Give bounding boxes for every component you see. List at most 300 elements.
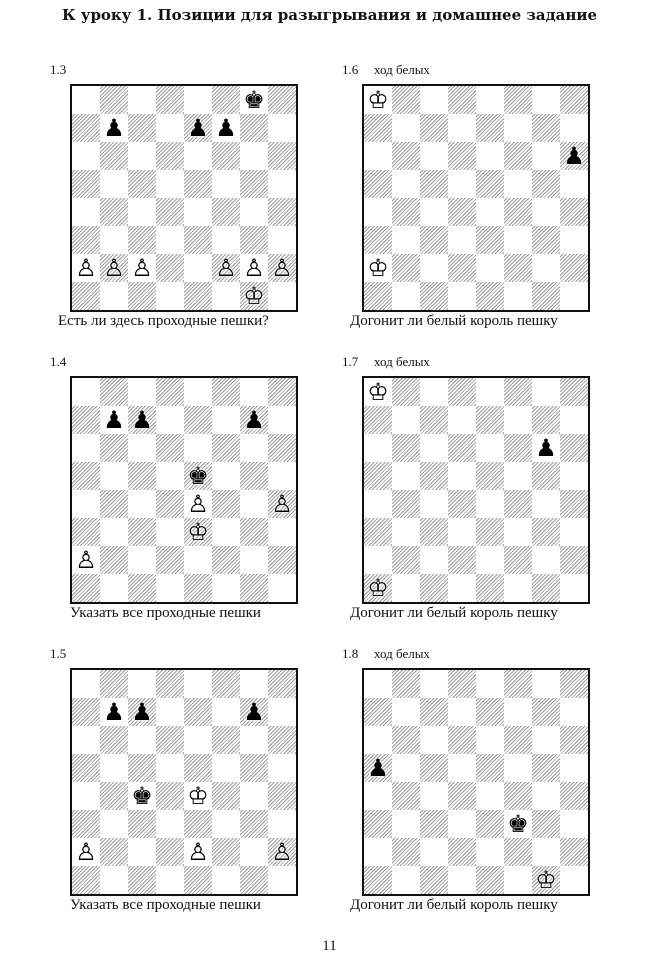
board-square bbox=[184, 754, 212, 782]
board-square bbox=[560, 546, 588, 574]
board-square bbox=[72, 782, 100, 810]
black-king-icon: ♚ bbox=[187, 462, 209, 490]
black-king-icon: ♚ bbox=[243, 86, 265, 114]
board-square bbox=[128, 254, 156, 282]
board-square bbox=[240, 378, 268, 406]
board-square bbox=[448, 726, 476, 754]
board-square bbox=[100, 866, 128, 894]
white-pawn-icon: ♙ bbox=[75, 254, 97, 282]
board-square bbox=[532, 838, 560, 866]
board-square bbox=[504, 782, 532, 810]
board-square bbox=[268, 378, 296, 406]
board-square bbox=[156, 782, 184, 810]
board-square bbox=[72, 518, 100, 546]
board-square bbox=[364, 698, 392, 726]
board-square bbox=[532, 490, 560, 518]
black-pawn-icon: ♟ bbox=[215, 114, 237, 142]
board-square bbox=[532, 86, 560, 114]
board-square bbox=[420, 254, 448, 282]
board-square bbox=[72, 574, 100, 602]
board-square bbox=[128, 114, 156, 142]
board-square bbox=[448, 518, 476, 546]
board-square bbox=[268, 490, 296, 518]
chess-board bbox=[70, 376, 298, 604]
board-square bbox=[156, 226, 184, 254]
board-square bbox=[128, 670, 156, 698]
board-square bbox=[364, 378, 392, 406]
board-square bbox=[100, 170, 128, 198]
board-square bbox=[364, 782, 392, 810]
board-square bbox=[184, 226, 212, 254]
board-square bbox=[476, 490, 504, 518]
diagram-header bbox=[342, 62, 430, 78]
move-label: ход белых bbox=[374, 354, 430, 369]
board-square bbox=[268, 462, 296, 490]
board-square bbox=[128, 810, 156, 838]
board-square bbox=[212, 726, 240, 754]
board-square bbox=[240, 226, 268, 254]
board-square bbox=[560, 114, 588, 142]
board-square bbox=[532, 726, 560, 754]
board-square bbox=[100, 754, 128, 782]
board-square bbox=[184, 406, 212, 434]
board-square bbox=[128, 518, 156, 546]
board-square bbox=[476, 406, 504, 434]
board-square bbox=[184, 782, 212, 810]
board-square bbox=[532, 114, 560, 142]
board-square bbox=[532, 782, 560, 810]
move-label: ход белых bbox=[374, 646, 430, 661]
board-square bbox=[156, 142, 184, 170]
board-square bbox=[268, 574, 296, 602]
board-square bbox=[420, 462, 448, 490]
board-square bbox=[184, 86, 212, 114]
board-square bbox=[420, 754, 448, 782]
board-square bbox=[100, 226, 128, 254]
board-square bbox=[184, 282, 212, 310]
board-square bbox=[240, 546, 268, 574]
board-square bbox=[420, 142, 448, 170]
board-square bbox=[560, 574, 588, 602]
board-square bbox=[184, 254, 212, 282]
board-square bbox=[268, 114, 296, 142]
board-square bbox=[212, 574, 240, 602]
board-square bbox=[560, 406, 588, 434]
board-square bbox=[128, 866, 156, 894]
board-square bbox=[268, 518, 296, 546]
board-square bbox=[268, 726, 296, 754]
board-square bbox=[532, 546, 560, 574]
board-square bbox=[392, 434, 420, 462]
board-square bbox=[240, 866, 268, 894]
board-square bbox=[156, 254, 184, 282]
board-square bbox=[476, 86, 504, 114]
diagram-number: 1.7 bbox=[342, 354, 359, 369]
board-square bbox=[240, 810, 268, 838]
board-square bbox=[448, 114, 476, 142]
board-square bbox=[100, 462, 128, 490]
board-square bbox=[420, 574, 448, 602]
board-square bbox=[184, 518, 212, 546]
board-square bbox=[392, 866, 420, 894]
board-square bbox=[448, 866, 476, 894]
board-square bbox=[560, 282, 588, 310]
white-king-icon: ♔ bbox=[367, 86, 389, 114]
board-square bbox=[448, 546, 476, 574]
board-square bbox=[448, 282, 476, 310]
board-square bbox=[392, 378, 420, 406]
board-square bbox=[476, 198, 504, 226]
board-square bbox=[448, 254, 476, 282]
board-square bbox=[448, 406, 476, 434]
board-square bbox=[504, 378, 532, 406]
diagram-number: 1.8 bbox=[342, 646, 359, 661]
board-square bbox=[448, 490, 476, 518]
board-square bbox=[560, 434, 588, 462]
board-square bbox=[420, 282, 448, 310]
board-square bbox=[268, 142, 296, 170]
board-square bbox=[364, 114, 392, 142]
board-square bbox=[268, 838, 296, 866]
board-square bbox=[184, 490, 212, 518]
board-square bbox=[184, 114, 212, 142]
board-square bbox=[100, 282, 128, 310]
chess-board bbox=[362, 376, 590, 604]
page-title: К уроку 1. Позиции для разыгрывания и домашнее задание bbox=[61, 6, 598, 24]
board-square bbox=[128, 170, 156, 198]
black-pawn-icon: ♟ bbox=[243, 698, 265, 726]
board-square bbox=[212, 518, 240, 546]
diagram-1-3 bbox=[50, 62, 330, 332]
board-square bbox=[392, 670, 420, 698]
board-square bbox=[100, 378, 128, 406]
white-king-icon: ♔ bbox=[535, 866, 557, 894]
board-square bbox=[476, 114, 504, 142]
board-square bbox=[476, 726, 504, 754]
board-square bbox=[240, 754, 268, 782]
board-square bbox=[448, 574, 476, 602]
diagram-header bbox=[50, 62, 82, 78]
page-number: 11 bbox=[322, 938, 337, 954]
board-square bbox=[156, 170, 184, 198]
board-square bbox=[420, 170, 448, 198]
board-square bbox=[100, 86, 128, 114]
board-square bbox=[72, 670, 100, 698]
diagram-header bbox=[342, 646, 430, 662]
board-square bbox=[532, 406, 560, 434]
board-square bbox=[184, 866, 212, 894]
white-king-icon: ♔ bbox=[367, 574, 389, 602]
board-square bbox=[72, 142, 100, 170]
board-square bbox=[420, 490, 448, 518]
board-square bbox=[420, 518, 448, 546]
board-square bbox=[420, 86, 448, 114]
board-square bbox=[100, 726, 128, 754]
board-square bbox=[392, 518, 420, 546]
board-square bbox=[72, 170, 100, 198]
board-square bbox=[184, 726, 212, 754]
board-square bbox=[420, 546, 448, 574]
board-square bbox=[184, 378, 212, 406]
diagram-caption: Догонит ли белый король пешку bbox=[350, 313, 558, 329]
board-square bbox=[420, 698, 448, 726]
board-square bbox=[392, 282, 420, 310]
board-square bbox=[504, 574, 532, 602]
board-square bbox=[72, 226, 100, 254]
board-square bbox=[560, 170, 588, 198]
board-square bbox=[268, 254, 296, 282]
white-king-icon: ♔ bbox=[243, 282, 265, 310]
board-square bbox=[560, 754, 588, 782]
diagram-caption: Догонит ли белый король пешку bbox=[350, 605, 558, 621]
black-pawn-icon: ♟ bbox=[103, 406, 125, 434]
board-square bbox=[560, 86, 588, 114]
black-pawn-icon: ♟ bbox=[103, 114, 125, 142]
board-square bbox=[72, 86, 100, 114]
board-square bbox=[532, 198, 560, 226]
board-square bbox=[184, 546, 212, 574]
board-square bbox=[532, 670, 560, 698]
board-square bbox=[476, 170, 504, 198]
black-pawn-icon: ♟ bbox=[131, 698, 153, 726]
board-square bbox=[448, 698, 476, 726]
board-square bbox=[392, 170, 420, 198]
board-square bbox=[392, 114, 420, 142]
board-square bbox=[240, 698, 268, 726]
chess-board bbox=[70, 668, 298, 896]
board-square bbox=[392, 726, 420, 754]
board-square bbox=[212, 462, 240, 490]
board-square bbox=[560, 198, 588, 226]
white-king-icon: ♔ bbox=[367, 378, 389, 406]
board-square bbox=[212, 434, 240, 462]
board-square bbox=[504, 282, 532, 310]
board-square bbox=[184, 838, 212, 866]
board-square bbox=[560, 518, 588, 546]
board-square bbox=[128, 282, 156, 310]
board-square bbox=[128, 198, 156, 226]
board-square bbox=[212, 142, 240, 170]
board-square bbox=[100, 574, 128, 602]
board-square bbox=[364, 406, 392, 434]
board-square bbox=[504, 170, 532, 198]
board-square bbox=[560, 838, 588, 866]
board-square bbox=[504, 226, 532, 254]
board-square bbox=[364, 518, 392, 546]
board-square bbox=[420, 782, 448, 810]
board-square bbox=[212, 86, 240, 114]
board-square bbox=[100, 434, 128, 462]
board-square bbox=[240, 198, 268, 226]
board-square bbox=[156, 462, 184, 490]
black-pawn-icon: ♟ bbox=[103, 698, 125, 726]
board-square bbox=[392, 142, 420, 170]
board-square bbox=[100, 142, 128, 170]
board-square bbox=[364, 462, 392, 490]
board-square bbox=[392, 574, 420, 602]
board-square bbox=[532, 574, 560, 602]
board-square bbox=[476, 546, 504, 574]
black-pawn-icon: ♟ bbox=[187, 114, 209, 142]
board-square bbox=[476, 142, 504, 170]
board-square bbox=[240, 434, 268, 462]
board-square bbox=[420, 726, 448, 754]
board-square bbox=[100, 490, 128, 518]
board-square bbox=[72, 698, 100, 726]
board-square bbox=[268, 782, 296, 810]
board-square bbox=[72, 838, 100, 866]
board-square bbox=[392, 254, 420, 282]
board-square bbox=[448, 754, 476, 782]
board-square bbox=[72, 434, 100, 462]
board-square bbox=[476, 226, 504, 254]
board-square bbox=[420, 378, 448, 406]
board-square bbox=[532, 754, 560, 782]
board-square bbox=[504, 866, 532, 894]
board-square bbox=[100, 114, 128, 142]
black-pawn-icon: ♟ bbox=[535, 434, 557, 462]
white-pawn-icon: ♙ bbox=[75, 546, 97, 574]
board-square bbox=[184, 810, 212, 838]
board-square bbox=[392, 782, 420, 810]
board-square bbox=[364, 434, 392, 462]
board-square bbox=[560, 254, 588, 282]
board-square bbox=[100, 838, 128, 866]
diagram-1-7 bbox=[342, 354, 622, 624]
board-square bbox=[532, 518, 560, 546]
board-square bbox=[268, 754, 296, 782]
board-square bbox=[364, 226, 392, 254]
board-square bbox=[392, 810, 420, 838]
board-square bbox=[128, 86, 156, 114]
board-square bbox=[240, 114, 268, 142]
board-square bbox=[560, 782, 588, 810]
board-square bbox=[364, 726, 392, 754]
board-square bbox=[240, 518, 268, 546]
board-square bbox=[128, 142, 156, 170]
board-square bbox=[532, 170, 560, 198]
board-square bbox=[72, 546, 100, 574]
diagram-header bbox=[342, 354, 430, 370]
board-square bbox=[392, 698, 420, 726]
board-square bbox=[184, 698, 212, 726]
board-square bbox=[476, 462, 504, 490]
board-square bbox=[392, 838, 420, 866]
board-square bbox=[392, 86, 420, 114]
board-square bbox=[448, 670, 476, 698]
board-square bbox=[156, 726, 184, 754]
board-square bbox=[560, 866, 588, 894]
white-king-icon: ♔ bbox=[367, 254, 389, 282]
board-square bbox=[72, 254, 100, 282]
board-square bbox=[212, 838, 240, 866]
black-pawn-icon: ♟ bbox=[367, 754, 389, 782]
board-square bbox=[420, 114, 448, 142]
board-square bbox=[268, 866, 296, 894]
board-square bbox=[100, 254, 128, 282]
diagram-caption: Догонит ли белый король пешку bbox=[350, 897, 558, 913]
board-square bbox=[504, 142, 532, 170]
diagram-1-5 bbox=[50, 646, 330, 916]
board-square bbox=[240, 838, 268, 866]
board-square bbox=[156, 86, 184, 114]
board-square bbox=[100, 406, 128, 434]
white-pawn-icon: ♙ bbox=[271, 254, 293, 282]
board-square bbox=[72, 754, 100, 782]
board-square bbox=[240, 86, 268, 114]
board-square bbox=[212, 782, 240, 810]
board-square bbox=[560, 462, 588, 490]
board-square bbox=[156, 490, 184, 518]
board-square bbox=[156, 114, 184, 142]
white-pawn-icon: ♙ bbox=[243, 254, 265, 282]
diagram-number: 1.6 bbox=[342, 62, 359, 77]
board-square bbox=[212, 406, 240, 434]
board-square bbox=[476, 810, 504, 838]
board-square bbox=[212, 754, 240, 782]
board-square bbox=[156, 518, 184, 546]
board-square bbox=[156, 754, 184, 782]
board-square bbox=[448, 810, 476, 838]
board-square bbox=[184, 670, 212, 698]
board-square bbox=[240, 670, 268, 698]
board-square bbox=[420, 406, 448, 434]
board-square bbox=[128, 226, 156, 254]
board-square bbox=[476, 518, 504, 546]
board-square bbox=[240, 142, 268, 170]
diagram-1-8 bbox=[342, 646, 622, 916]
board-square bbox=[364, 754, 392, 782]
board-square bbox=[392, 226, 420, 254]
board-square bbox=[212, 254, 240, 282]
white-pawn-icon: ♙ bbox=[131, 254, 153, 282]
board-square bbox=[448, 434, 476, 462]
diagram-1-6 bbox=[342, 62, 622, 332]
board-square bbox=[392, 546, 420, 574]
board-square bbox=[504, 114, 532, 142]
diagram-1-4 bbox=[50, 354, 330, 624]
board-square bbox=[100, 810, 128, 838]
white-pawn-icon: ♙ bbox=[215, 254, 237, 282]
board-square bbox=[448, 198, 476, 226]
board-square bbox=[212, 378, 240, 406]
board-square bbox=[532, 282, 560, 310]
board-square bbox=[476, 698, 504, 726]
board-square bbox=[504, 490, 532, 518]
board-square bbox=[184, 142, 212, 170]
board-square bbox=[560, 698, 588, 726]
board-square bbox=[392, 754, 420, 782]
board-square bbox=[156, 406, 184, 434]
board-square bbox=[72, 406, 100, 434]
board-square bbox=[128, 462, 156, 490]
board-square bbox=[504, 254, 532, 282]
board-square bbox=[128, 406, 156, 434]
board-square bbox=[72, 378, 100, 406]
board-square bbox=[100, 670, 128, 698]
board-square bbox=[560, 142, 588, 170]
board-square bbox=[156, 198, 184, 226]
board-square bbox=[476, 282, 504, 310]
board-square bbox=[392, 490, 420, 518]
board-square bbox=[532, 462, 560, 490]
board-square bbox=[532, 378, 560, 406]
board-square bbox=[476, 838, 504, 866]
board-square bbox=[240, 406, 268, 434]
board-square bbox=[420, 434, 448, 462]
board-square bbox=[476, 434, 504, 462]
board-square bbox=[532, 226, 560, 254]
